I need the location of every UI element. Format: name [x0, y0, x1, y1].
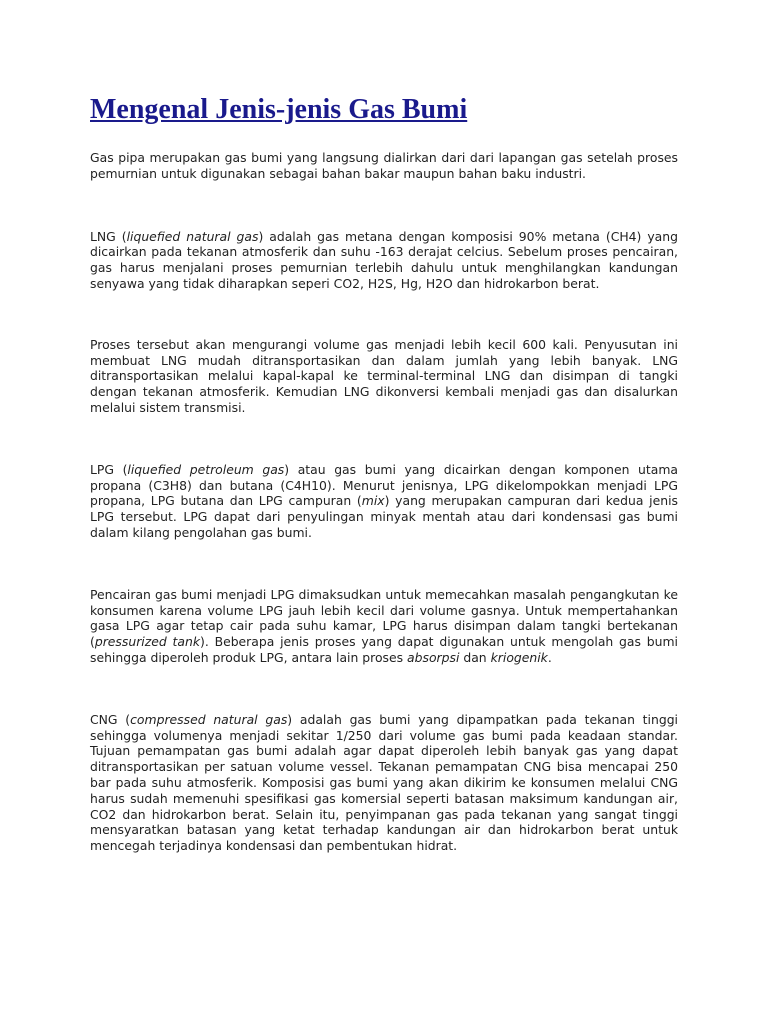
lpg-process-text-a: Pencairan gas bumi menjadi LPG dimaksudkan untuk memecahkan masalah pengangkutan ke konsumen karena volume LPG jauh lebih kecil dari volume gasnya. Untuk mempertahankan gasa LPG agar tetap cair pada suhu kamar, LPG harus disimpan dalam tangki bertekanan ( — [90, 586, 678, 650]
lpg-text-c: ) atau gas bumi yang dicairkan dengan komponen utama propana (C3H8) dan butana (C4H10). Menurut jenisnya, LPG dikelompokkan menjadi LPG propana, LPG butana dan LPG campuran ( — [90, 461, 678, 509]
lng-text-a: LNG ( — [90, 228, 127, 244]
paragraph-lng-process: Proses tersebut akan mengurangi volume gas menjadi lebih kecil 600 kali. Penyusutan ini membuat LNG mudah ditransportasikan dan dalam jumlah yang lebih banyak. LNG ditransportasikan melalui kapal-kapal ke terminal-terminal LNG dan disimpan di tangki dengan tekanan atmosferik. Kemudian LNG dikonversi kembali menjadi gas dan disalurkan melalui sistem transmisi. — [90, 336, 678, 415]
cng-text-a: CNG ( — [90, 711, 131, 727]
kriogenik-term: kriogenik — [490, 649, 548, 665]
paragraph-lpg — [90, 462, 678, 541]
paragraph-lpg-process — [90, 587, 678, 666]
lpg-process-text-g: . — [547, 649, 552, 665]
absorpsi-term: absorpsi — [407, 649, 460, 665]
lpg-process-text-e: dan — [459, 649, 491, 665]
paragraph-cng — [90, 712, 678, 854]
lpg-process-text-c: ). Beberapa jenis proses yang dapat digunakan untuk mengolah gas bumi sehingga diperoleh produk LPG, antara lain proses — [90, 634, 678, 665]
pressurized-tank-term: pressurized tank — [94, 634, 200, 650]
lng-text-c: ) adalah gas metana dengan komposisi 90% metana (CH4) yang dicairkan pada tekanan atmosferik dan suhu -163 derajat celcius. Sebelum proses pencairan, gas harus menjalani proses pemurnian terlebih dahulu untuk menghilangkan kandungan senyawa yang tidak diharapkan seperi CO2, H2S, Hg, H2O dan hidrokarbon berat. — [90, 228, 678, 291]
document-page — [90, 92, 678, 854]
cng-text-c: ) adalah gas bumi yang dipampatkan pada tekanan tinggi sehingga volumenya menjadi sekitar 1/250 dari volume gas bumi pada keadaan standar. Tujuan pemampatan gas bumi adalah agar dapat diperoleh lebih banyak gas yang dapat ditransportasikan per satuan volume vessel. Tekanan pemampatan CNG bisa mencapai 250 bar pada suhu atmosferik. Komposisi gas bumi yang akan dikirim ke konsumen melalui CNG harus sudah memenuhi spesifikasi gas komersial seperti batasan maksimum kandungan air, CO2 dan hidrokarbon berat. Selain itu, penyimpanan gas pada tekanan yang sangat tinggi mensyaratkan batasan yang ketat terhadap kandungan air dan hidrokarbon berat untuk mencegah terjadinya kondensasi dan pembentukan hidrat. — [90, 711, 679, 854]
paragraph-gas-pipa: Gas pipa merupakan gas bumi yang langsung dialirkan dari dari lapangan gas setelah proses pemurnian untuk digunakan sebagai bahan bakar maupun bahan baku industri. — [90, 150, 678, 181]
paragraph-lng — [90, 229, 678, 292]
lpg-term: liquefied petroleum gas — [127, 461, 285, 477]
cng-term: compressed natural gas — [130, 711, 288, 727]
lpg-text-a: LPG ( — [90, 461, 128, 477]
page-title[interactable]: Mengenal Jenis-jenis Gas Bumi — [90, 94, 468, 125]
lpg-mix-term: mix — [361, 493, 385, 509]
lng-term: liquefied natural gas — [126, 228, 259, 244]
lpg-text-e: ) yang merupakan campuran dari kedua jenis LPG tersebut. LPG dapat dari penyulingan minyak mentah atau dari kondensasi gas bumi dalam kilang pengolahan gas bumi. — [90, 493, 678, 540]
